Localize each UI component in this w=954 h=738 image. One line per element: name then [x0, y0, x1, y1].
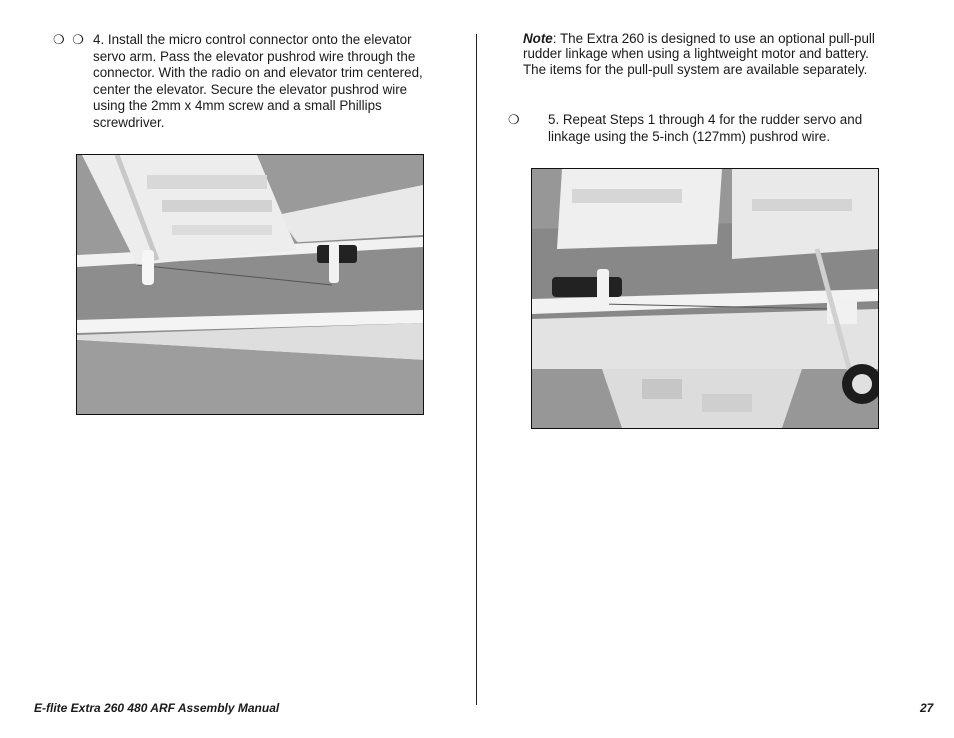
note-text: : The Extra 260 is designed to use an optional pull-pull rudder linkage when using a lightweight motor and battery. The items for the pull-pull system are available separately. [523, 31, 875, 77]
step-4-instructions: 4. Install the micro control connector onto the elevator servo arm. Pass the elevator pushrod wire through the connector. With the radio on and elevator trim centered, center the elevator. Secure the elevator pushrod wire using the 2mm x 4mm screw and a small Phillips screwdriver. [93, 32, 423, 130]
rudder-servo-photo [531, 168, 879, 429]
page-number: 27 [920, 701, 934, 715]
column-divider [476, 34, 477, 705]
note-label: Note [523, 31, 553, 46]
step-5-instructions: 5. Repeat Steps 1 through 4 for the rudder servo and linkage using the 5-inch (127mm) pushrod wire. [548, 112, 863, 144]
note-paragraph [523, 31, 878, 77]
rudder-servo-image [532, 169, 878, 428]
step-4-checkboxes[interactable]: ❍ ❍ [53, 32, 86, 47]
elevator-servo-image [77, 155, 423, 414]
elevator-servo-photo [76, 154, 424, 415]
step-5-checkbox[interactable]: ❍ [508, 112, 522, 127]
footer-manual-title: E-flite Extra 260 480 ARF Assembly Manual [34, 701, 280, 715]
